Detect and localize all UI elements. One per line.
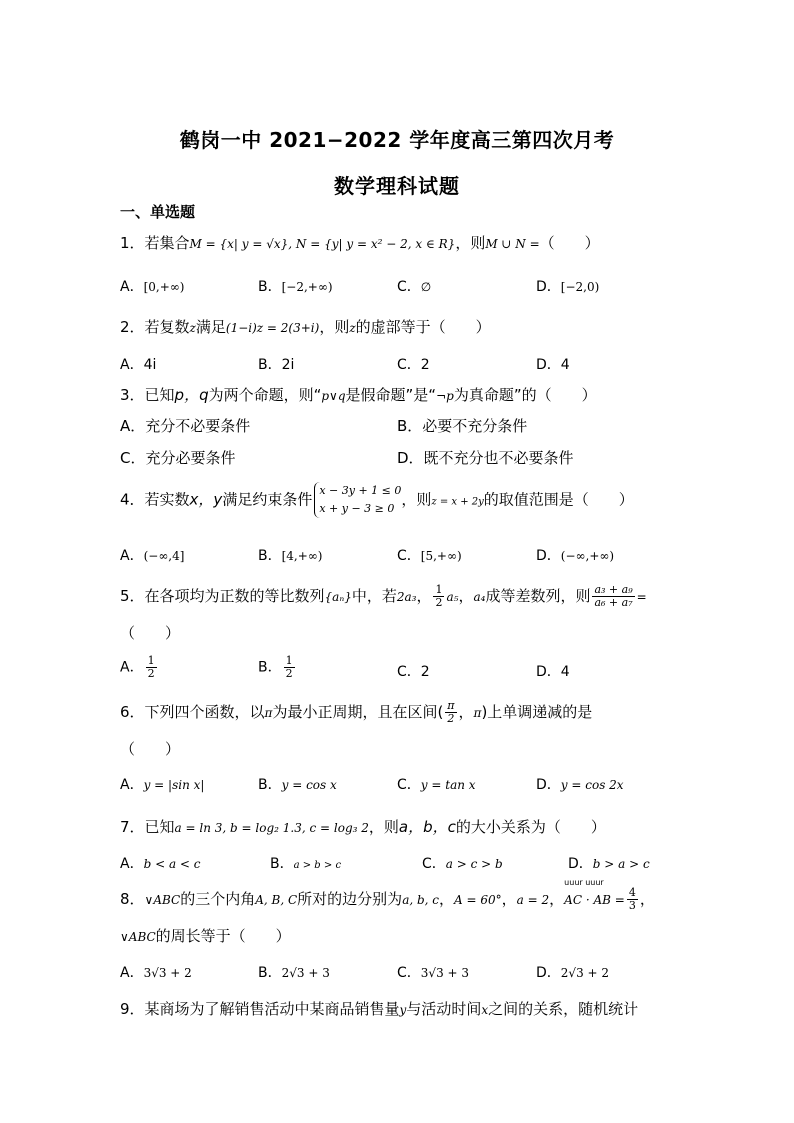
q3-option-a: A．充分不必要条件 — [120, 417, 251, 435]
question-4: 4．若实数x，y满足约束条件 x − 3y + 1 ≤ 0 x + y − 3 ≥ 0 ，则z = x + 2y的取值范围是（ ） — [120, 482, 634, 518]
q1-sets-formula: M = {x| y = √x}, N = {y| y = x² − 2, x ∈ R} — [189, 237, 456, 251]
q8-fraction: $\frac{4}{3}$ — [628, 886, 636, 912]
q7-definitions: a = ln 3, b = log₂ 1.3, c = log₃ 2 — [174, 821, 369, 835]
question-8-cont: ∨ABC的周长等于（ ） — [120, 927, 291, 945]
q8-option-d: D．2√3 + 2 — [536, 965, 610, 981]
q8-option-b: B．2√3 + 3 — [258, 965, 330, 981]
q1-option-b: B．[−2,+∞) — [258, 279, 333, 295]
question-5: 5．在各项均为正数的等比数列{aₙ}中，若2a₃， $\frac{1}{2}$ a₅，a₄成等差数列，则 $\frac{\text{a₃ + a₉}}{\text{a₆ + a₇}}$ = — [120, 583, 647, 609]
q1-option-a: A．[0,+∞) — [120, 279, 185, 295]
q1-union-formula: M ∪ N = — [485, 237, 540, 251]
q4-constraint-system: x − 3y + 1 ≤ 0 x + y − 3 ≥ 0 — [314, 482, 401, 518]
q6-option-c: C．y = tan x — [397, 777, 476, 793]
q1-option-d: D．[−2,0) — [536, 279, 600, 295]
q2-option-a: A．4i — [120, 357, 157, 373]
q5-half-fraction: $\frac{1}{2}$ — [435, 583, 443, 609]
q4-option-b: B．[4,+∞) — [258, 548, 323, 564]
q3-or-formula: p∨q — [321, 389, 346, 403]
q2-option-b: B．2i — [258, 357, 295, 373]
q5-ratio-fraction: $\frac{\text{a₃ + a₉}}{\text{a₆ + a₇}}$ — [594, 583, 633, 609]
question-6: 6．下列四个函数，以π为最小正周期，且在区间( $\frac{\pi}{2}$ ，π)上单调递减的是 — [120, 699, 593, 725]
section-heading: 一、单选题 — [120, 203, 196, 221]
q6-option-a: A．y = |sin x| — [120, 777, 205, 793]
q7-option-b: B．a > b > c — [270, 856, 342, 872]
q1-stem-mid: ，则 — [455, 234, 486, 252]
q1-stem: 1．若集合 — [120, 234, 190, 252]
question-1 — [120, 232, 600, 253]
q6-option-b: B．y = cos x — [258, 777, 337, 793]
question-8: 8．∨ABC的三个内角A, B, C所对的边分别为a, b, c，A = 60°，a = 2， uuur uuur AC · AB = $\frac{4}{3}$ ， — [120, 878, 655, 912]
question-2: 2．若复数z满足(1−i)z = 2(3+i)，则z的虚部等于（ ） — [120, 318, 491, 336]
q2-option-d: D．4 — [536, 357, 570, 373]
q3-option-c: C．充分必要条件 — [120, 449, 236, 467]
q3-option-b: B．必要不充分条件 — [397, 417, 528, 435]
q8-option-a: A．3√3 + 2 — [120, 965, 192, 981]
q5-option-a: A． $\frac{1}{2}$ — [120, 654, 155, 680]
exam-subtitle: 数学理科试题 — [334, 174, 460, 198]
q1-answer-blank: （ ） — [539, 234, 600, 252]
q2-equation: (1−i)z = 2(3+i) — [225, 321, 320, 335]
q7-option-d: D．b > a > c — [568, 856, 650, 872]
q4-option-c: C．[5,+∞) — [397, 548, 462, 564]
q2-option-c: C．2 — [397, 357, 430, 373]
q7-option-c: C．a > c > b — [422, 856, 503, 872]
question-7: 7．已知a = ln 3, b = log₂ 1.3, c = log₃ 2，则a，b，c的大小关系为（ ） — [120, 818, 606, 836]
q5-option-d: D．4 — [536, 664, 570, 680]
q6-option-d: D．y = cos 2x — [536, 777, 624, 793]
q5-option-b: B． $\frac{1}{2}$ — [258, 654, 293, 680]
q1-option-c: C．∅ — [397, 279, 432, 295]
q4-option-a: A．(−∞,4] — [120, 548, 185, 564]
q6-interval-fraction: $\frac{\pi}{2}$ — [447, 699, 455, 725]
q3-not-formula: ¬p — [436, 389, 454, 403]
q5-option-c: C．2 — [397, 664, 430, 680]
q2-var-z: z — [189, 321, 196, 335]
q4-objective: z = x + 2y — [431, 496, 484, 508]
exam-title: 鹤岗一中 2021−2022 学年度高三第四次月考 — [179, 128, 615, 152]
q8-option-c: C．3√3 + 3 — [397, 965, 470, 981]
q3-option-d: D．既不充分也不必要条件 — [397, 449, 574, 467]
q7-option-a: A．b < a < c — [120, 856, 201, 872]
q5-answer-blank: （ ） — [120, 624, 181, 642]
question-3: 3．已知p，q为两个命题，则“p∨q是假命题”是“¬p为真命题”的（ ） — [120, 386, 597, 404]
question-9: 9．某商场为了解销售活动中某商品销售量y与活动时间x之间的关系，随机统计 — [120, 1000, 639, 1018]
q8-vector-product: uuur uuur AC · AB = — [564, 878, 625, 907]
q4-option-d: D．(−∞,+∞) — [536, 548, 615, 564]
q6-answer-blank: （ ） — [120, 740, 181, 758]
